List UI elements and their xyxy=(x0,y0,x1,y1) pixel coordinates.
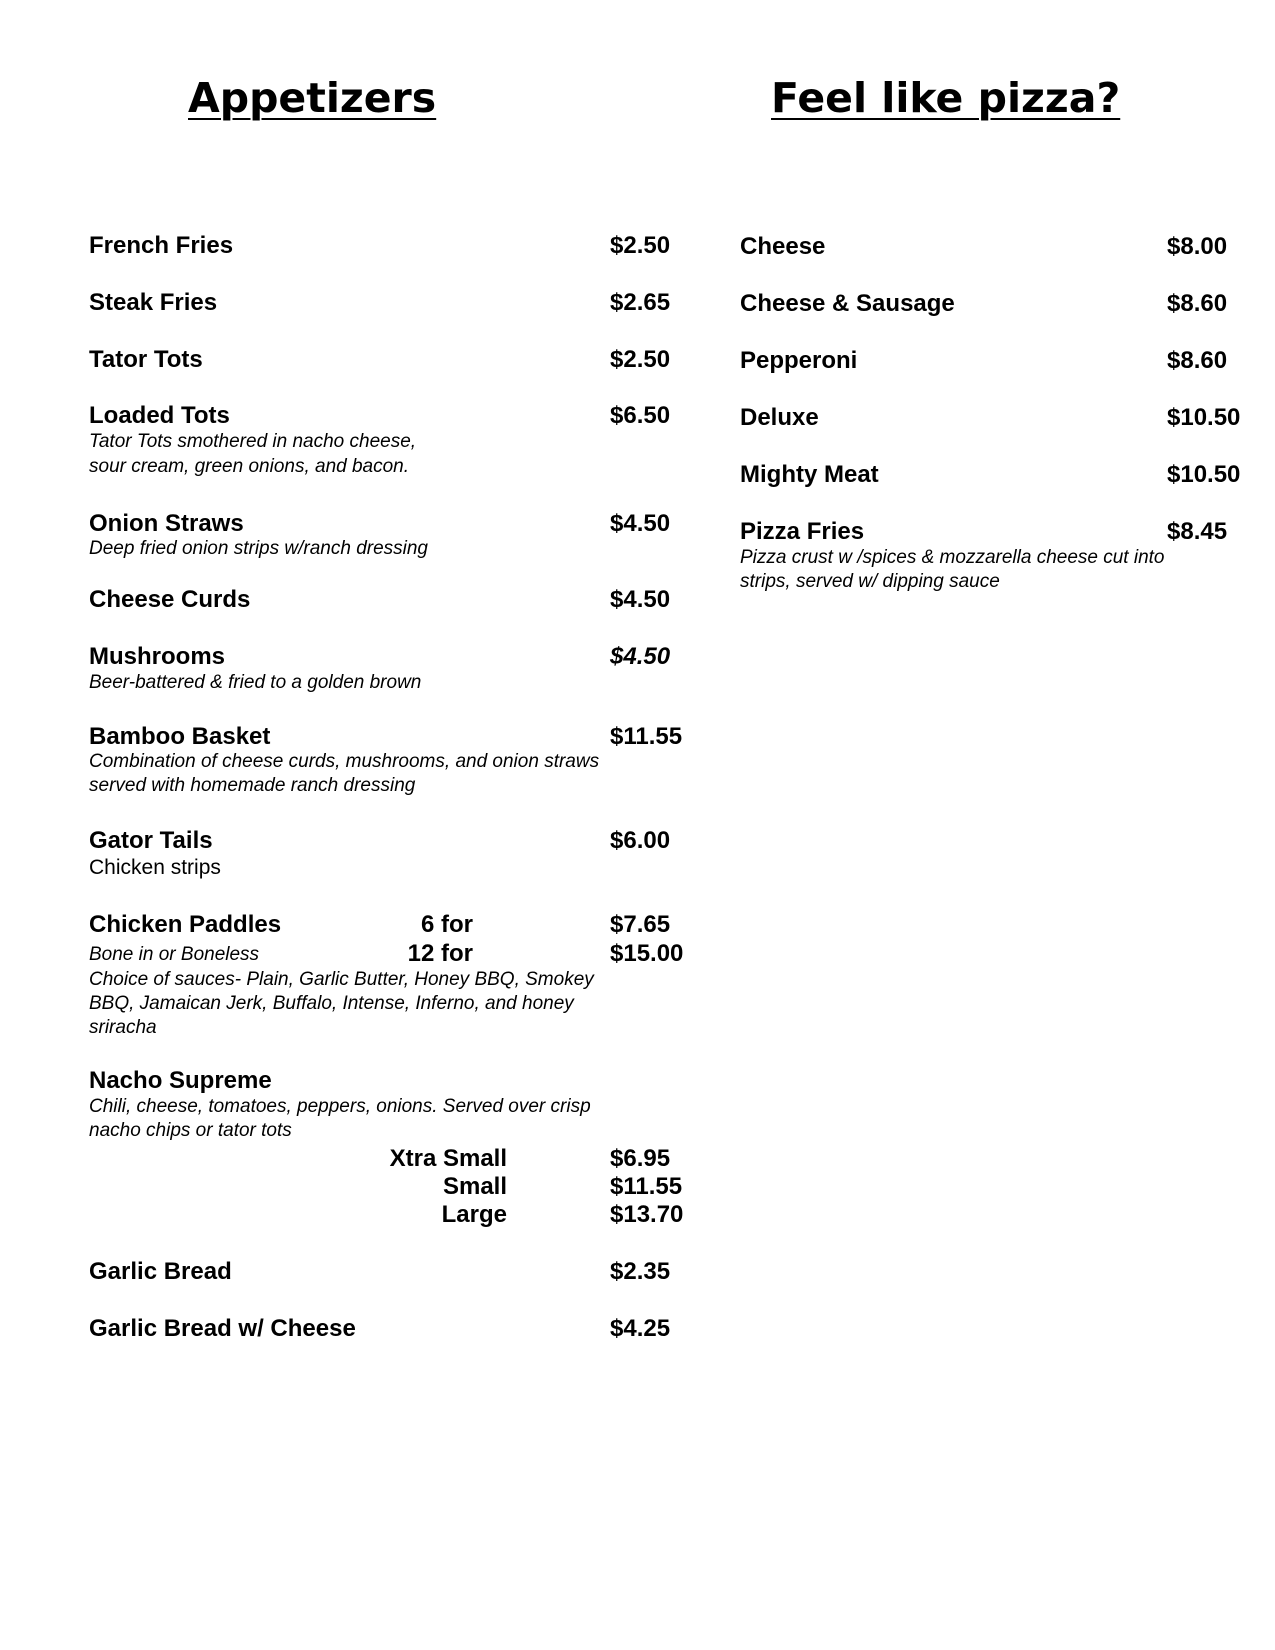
item-price: $15.00 xyxy=(610,940,684,967)
item-name: Steak Fries xyxy=(89,289,218,316)
item-name: Nacho Supreme xyxy=(89,1067,272,1094)
item-description: Chicken strips xyxy=(89,856,221,879)
item-description: Pizza crust w /spices & mozzarella cheese cut into xyxy=(740,547,1165,568)
item-quantity: 12 for xyxy=(407,940,473,967)
item-size: Large xyxy=(441,1201,507,1228)
item-name: Deluxe xyxy=(740,404,819,431)
item-name: Garlic Bread xyxy=(89,1258,232,1285)
item-price: $10.50 xyxy=(1167,461,1241,488)
item-name: Bamboo Basket xyxy=(89,723,271,750)
item-price: $13.70 xyxy=(610,1201,684,1228)
item-description: served with homemade ranch dressing xyxy=(89,775,416,796)
item-name: Onion Straws xyxy=(89,510,244,537)
item-price: $8.00 xyxy=(1167,233,1228,260)
item-description: Choice of sauces- Plain, Garlic Butter, Honey BBQ, Smokey xyxy=(89,969,594,990)
item-name: Chicken Paddles xyxy=(89,911,282,938)
item-price: $6.95 xyxy=(610,1145,671,1172)
item-note: Bone in or Boneless xyxy=(89,944,260,965)
pizza-heading: Feel like pizza? xyxy=(771,74,1121,122)
item-description: strips, served w/ dipping sauce xyxy=(740,571,1000,592)
item-name: Tator Tots xyxy=(89,346,203,373)
item-name: Pepperoni xyxy=(740,347,858,374)
item-price: $7.65 xyxy=(610,911,671,938)
item-price: $2.50 xyxy=(610,232,671,259)
item-price: $8.60 xyxy=(1167,290,1228,317)
item-description: sriracha xyxy=(89,1017,157,1038)
item-price: $8.45 xyxy=(1167,518,1228,545)
item-price: $10.50 xyxy=(1167,404,1241,431)
item-price: $11.55 xyxy=(610,1173,683,1200)
item-price: $2.35 xyxy=(610,1258,671,1285)
item-name: Garlic Bread w/ Cheese xyxy=(89,1315,356,1342)
item-description: Chili, cheese, tomatoes, peppers, onions. Served over crisp xyxy=(89,1096,591,1117)
item-description: Beer-battered & fried to a golden brown xyxy=(89,672,422,693)
appetizers-heading: Appetizers xyxy=(188,74,437,122)
item-name: French Fries xyxy=(89,232,234,259)
item-price: $4.25 xyxy=(610,1315,671,1342)
item-name: Loaded Tots xyxy=(89,402,230,429)
item-name: Cheese Curds xyxy=(89,586,251,613)
item-name: Cheese & Sausage xyxy=(740,290,955,317)
item-price: $8.60 xyxy=(1167,347,1228,374)
item-price: $11.55 xyxy=(610,723,683,750)
item-name: Mushrooms xyxy=(89,643,226,670)
item-description: Tator Tots smothered in nacho cheese, xyxy=(89,431,417,452)
item-price: $4.50 xyxy=(610,586,671,613)
item-name: Mighty Meat xyxy=(740,461,879,488)
item-description: nacho chips or tator tots xyxy=(89,1120,292,1141)
item-description: Deep fried onion strips w/ranch dressing xyxy=(89,538,429,559)
item-price: $4.50 xyxy=(610,643,671,670)
item-description: BBQ, Jamaican Jerk, Buffalo, Intense, Inferno, and honey xyxy=(89,993,574,1014)
item-description: sour cream, green onions, and bacon. xyxy=(89,456,410,477)
item-price: $6.00 xyxy=(610,827,671,854)
item-size: Small xyxy=(442,1173,507,1200)
item-price: $4.50 xyxy=(610,510,671,537)
item-name: Pizza Fries xyxy=(740,518,865,545)
item-description: Combination of cheese curds, mushrooms, and onion straws xyxy=(89,751,600,772)
item-price: $6.50 xyxy=(610,402,671,429)
item-quantity: 6 for xyxy=(420,911,473,938)
item-size: Xtra Small xyxy=(389,1145,507,1172)
item-name: Gator Tails xyxy=(89,827,213,854)
item-name: Cheese xyxy=(740,233,826,260)
item-price: $2.50 xyxy=(610,346,671,373)
item-price: $2.65 xyxy=(610,289,671,316)
